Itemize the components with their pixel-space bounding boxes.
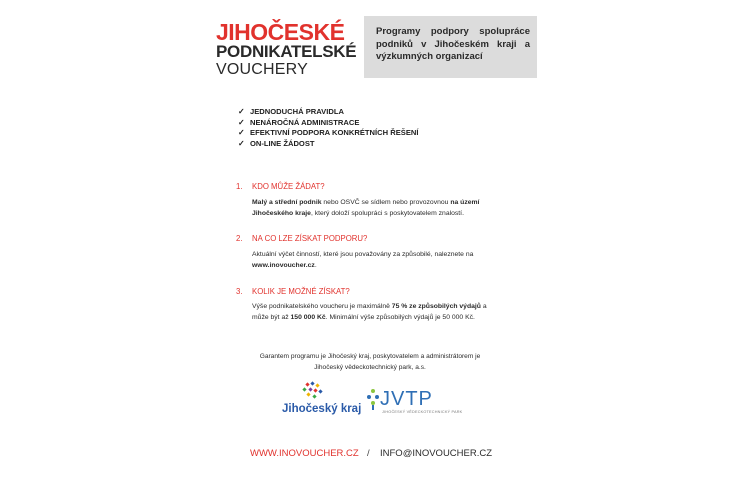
logo-line-1: JIHOČESKÉ (216, 19, 345, 45)
check-icon: ✓ (238, 138, 245, 148)
intro-box (364, 16, 537, 78)
section-2-body: Aktuální výčet činností, které jsou považovány za způsobilé, naleznete na www.inovoucher.cz. (252, 251, 474, 269)
logo-line-2: PODNIKATELSKÉ (216, 42, 357, 61)
check-icon: ✓ (238, 128, 245, 137)
jihocesky-kraj-logo-text: Jihočeský kraj (282, 403, 362, 415)
checklist-item: ✓ JEDNODUCHÁ PRAVIDLA (238, 107, 344, 116)
logo-line-3: VOUCHERY (216, 61, 308, 78)
jvtp-logo-text: JVTP (380, 388, 433, 410)
section-3-heading: 3. KOLIK JE MOŽNÉ ZÍSKAT? (236, 287, 350, 296)
section-3-body: Výše podnikatelského voucheru je maximálně 75 % ze způsobilých výdajů a může být až 150 000 Kč. Minimální výše způsobilých výdajů je 50 000 Kč. (252, 303, 487, 321)
section-2-heading: 2. NA CO LZE ZÍSKAT PODPORU? (236, 234, 368, 243)
footer-separator: / (367, 448, 370, 459)
jvtp-emblem-icon (366, 388, 380, 410)
guarantor-text: Garantem programu je Jihočeský kraj, poskytovatelem a administrátorem je Jihočeský vědeckotechnický park, a.s. (259, 353, 481, 371)
checklist-item: ✓ NENÁROČNÁ ADMINISTRACE (238, 117, 360, 127)
jvtp-logo-subtitle: JIHOČESKÝ VĚDECKOTECHNICKÝ PARK (382, 410, 463, 414)
intro-text: Programy podpory spolupráce podniků v Jihočeském kraji a výzkumných organizací (376, 26, 530, 62)
section-1-heading: 1. KDO MŮŽE ŽÁDAT? (236, 182, 325, 191)
section-1-body: Malý a střední podnik nebo OSVČ se sídlem nebo provozovnou na území Jihočeského kraje, který doloží spolupráci s poskytovatelem znalostí. (252, 199, 480, 217)
checklist-item: ✓ ON-LINE ŽÁDOST (238, 138, 315, 148)
jihocesky-kraj-emblem-icon (300, 381, 324, 401)
email-link[interactable]: INFO@INOVOUCHER.CZ (380, 448, 493, 459)
benefits-checklist (238, 107, 418, 149)
check-icon: ✓ (238, 107, 245, 116)
checklist-item: ✓ EFEKTIVNÍ PODPORA KONKRÉTNÍCH ŘEŠENÍ (238, 128, 419, 137)
website-link[interactable]: WWW.INOVOUCHER.CZ (250, 448, 359, 459)
check-icon: ✓ (238, 117, 245, 127)
